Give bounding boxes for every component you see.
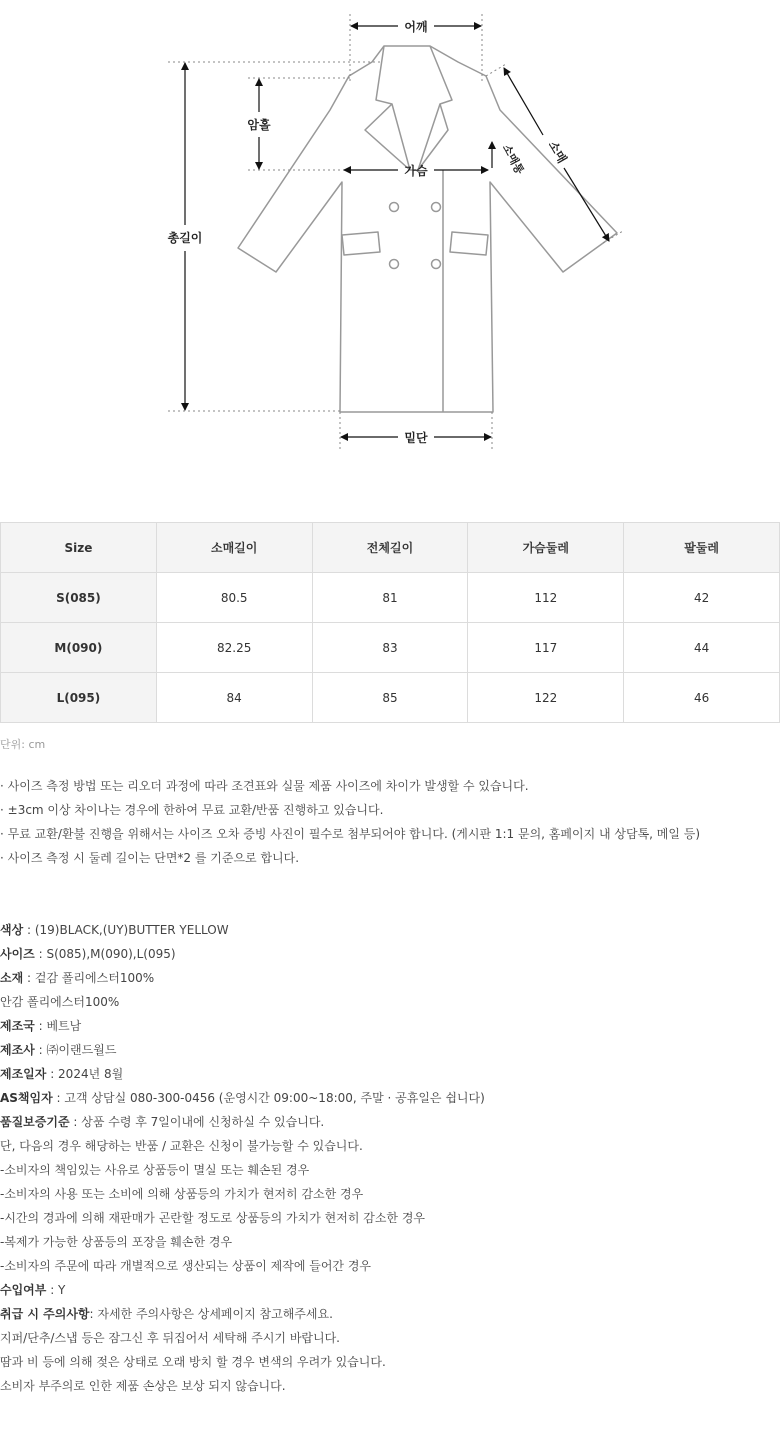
quality-label: 품질보증기준 bbox=[0, 1115, 70, 1129]
product-info bbox=[0, 918, 485, 1398]
note-item: · 무료 교환/환불 진행을 위해서는 사이즈 오차 증빙 사진이 필수로 첨부되어야 합니다. (게시판 1:1 문의, 홈페이지 내 상담톡, 메일 등) bbox=[0, 822, 700, 846]
color-line bbox=[0, 918, 485, 942]
header-total-length: 전체길이 bbox=[312, 523, 468, 573]
note-item: · ±3cm 이상 차이나는 경우에 한하여 무료 교환/반품 진행하고 있습니다. bbox=[0, 798, 700, 822]
material-label: 소재 bbox=[0, 971, 24, 985]
size-line bbox=[0, 942, 485, 966]
material-line bbox=[0, 966, 485, 990]
chest-cell: 117 bbox=[468, 623, 624, 673]
care-detail: 땀과 비 등에 의해 젖은 상태로 오래 방치 할 경우 변색의 우려가 있습니다. bbox=[0, 1355, 386, 1369]
total-length-cell: 85 bbox=[312, 673, 468, 723]
measurement-notes bbox=[0, 774, 700, 870]
label-armhole: 암홀 bbox=[247, 118, 271, 132]
quality-detail: 단, 다음의 경우 해당하는 반품 / 교환은 신청이 불가능할 수 있습니다. bbox=[0, 1139, 363, 1153]
as-label: AS책임자 bbox=[0, 1091, 53, 1105]
label-sleeve-width: 소매통 bbox=[499, 142, 527, 177]
coat-outline bbox=[238, 46, 617, 412]
label-shoulder: 어깨 bbox=[404, 20, 428, 34]
care-detail: 소비자 부주의로 인한 제품 손상은 보상 되지 않습니다. bbox=[0, 1379, 286, 1393]
total-length-cell: 81 bbox=[312, 573, 468, 623]
maker-label: 제조사 bbox=[0, 1043, 35, 1057]
quality-detail: -시간의 경과에 의해 재판매가 곤란할 정도로 상품등의 가치가 현저히 감소한 경우 bbox=[0, 1211, 426, 1225]
arm-circumference-cell: 42 bbox=[624, 573, 780, 623]
color-value: : (19)BLACK,(UY)BUTTER YELLOW bbox=[23, 923, 229, 937]
as-value: : 고객 상담실 080-300-0456 (운영시간 09:00~18:00, 주말 · 공휴일은 쉽니다) bbox=[52, 1091, 485, 1105]
import-label: 수입여부 bbox=[0, 1283, 47, 1297]
as-line bbox=[0, 1086, 485, 1110]
maker-value: : ㈜이랜드월드 bbox=[34, 1043, 117, 1057]
size-cell: S(085) bbox=[1, 573, 157, 623]
date-value: : 2024년 8월 bbox=[46, 1067, 124, 1081]
header-size: Size bbox=[1, 523, 157, 573]
import-line bbox=[0, 1278, 485, 1302]
material-value: : 겉감 폴리에스터100% bbox=[23, 971, 155, 985]
origin-line bbox=[0, 1014, 485, 1038]
quality-detail: -복제가 가능한 상품등의 포장을 훼손한 경우 bbox=[0, 1235, 233, 1249]
date-line bbox=[0, 1062, 485, 1086]
header-chest: 가슴둘레 bbox=[468, 523, 624, 573]
care-value: : 자세한 주의사항은 상세페이지 참고해주세요. bbox=[89, 1307, 333, 1321]
unit-note: 단위: cm bbox=[0, 738, 46, 751]
label-sleeve: 소매 bbox=[545, 138, 570, 166]
label-hem: 밑단 bbox=[404, 431, 428, 445]
sleeve-length-cell: 82.25 bbox=[156, 623, 312, 673]
origin-label: 제조국 bbox=[0, 1019, 35, 1033]
material-line-2: 안감 폴리에스터100% bbox=[0, 995, 120, 1009]
quality-value: : 상품 수령 후 7일이내에 신청하실 수 있습니다. bbox=[69, 1115, 325, 1129]
care-label: 취급 시 주의사항 bbox=[0, 1307, 90, 1321]
note-item: · 사이즈 측정 시 둘레 길이는 단면*2 를 기준으로 합니다. bbox=[0, 846, 700, 870]
size-table-header-row bbox=[1, 523, 780, 573]
header-sleeve-length: 소매길이 bbox=[156, 523, 312, 573]
table-row bbox=[1, 573, 780, 623]
note-item: · 사이즈 측정 방법 또는 리오더 과정에 따라 조견표와 실물 제품 사이즈에 차이가 발생할 수 있습니다. bbox=[0, 774, 700, 798]
size-value: : S(085),M(090),L(095) bbox=[34, 947, 176, 961]
sleeve-length-cell: 84 bbox=[156, 673, 312, 723]
arm-circumference-cell: 46 bbox=[624, 673, 780, 723]
origin-value: : 베트남 bbox=[34, 1019, 82, 1033]
table-row bbox=[1, 623, 780, 673]
size-label: 사이즈 bbox=[0, 947, 35, 961]
color-label: 색상 bbox=[0, 923, 24, 937]
quality-line bbox=[0, 1110, 485, 1134]
size-table bbox=[0, 522, 780, 723]
quality-detail: -소비자의 주문에 따라 개별적으로 생산되는 상품이 제작에 들어간 경우 bbox=[0, 1259, 372, 1273]
guide-lines bbox=[168, 14, 623, 452]
chest-cell: 112 bbox=[468, 573, 624, 623]
size-cell: M(090) bbox=[1, 623, 157, 673]
label-total-length: 총길이 bbox=[167, 231, 203, 245]
quality-detail: -소비자의 책임있는 사유로 상품등이 멸실 또는 훼손된 경우 bbox=[0, 1163, 310, 1177]
sleeve-length-cell: 80.5 bbox=[156, 573, 312, 623]
coat-diagram-svg bbox=[0, 0, 780, 470]
maker-line bbox=[0, 1038, 485, 1062]
size-diagram bbox=[0, 0, 780, 470]
date-label: 제조일자 bbox=[0, 1067, 47, 1081]
size-cell: L(095) bbox=[1, 673, 157, 723]
quality-detail: -소비자의 사용 또는 소비에 의해 상품등의 가치가 현저히 감소한 경우 bbox=[0, 1187, 364, 1201]
header-arm-circumference: 팔둘레 bbox=[624, 523, 780, 573]
import-value: : Y bbox=[46, 1283, 66, 1297]
care-detail: 지퍼/단추/스냅 등은 잠그신 후 뒤집어서 세탁해 주시기 바랍니다. bbox=[0, 1331, 340, 1345]
care-line bbox=[0, 1302, 485, 1326]
total-length-cell: 83 bbox=[312, 623, 468, 673]
label-chest: 가슴 bbox=[404, 164, 428, 178]
table-row bbox=[1, 673, 780, 723]
arm-circumference-cell: 44 bbox=[624, 623, 780, 673]
chest-cell: 122 bbox=[468, 673, 624, 723]
